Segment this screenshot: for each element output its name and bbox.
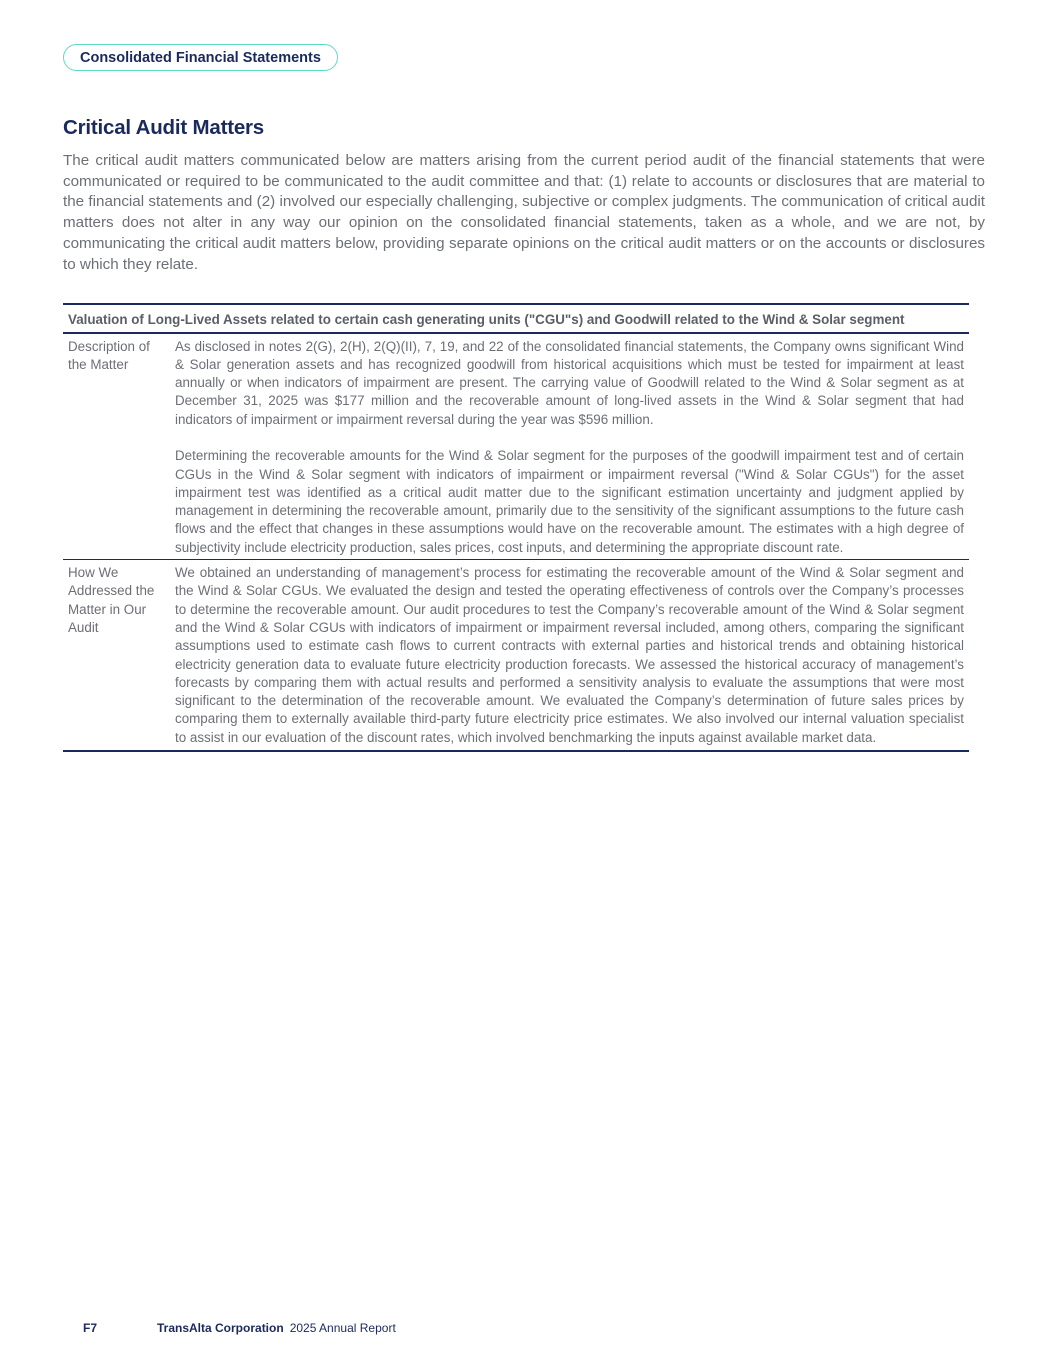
row-label: Description of the Matter <box>63 333 170 560</box>
row-body <box>170 560 969 751</box>
row-body <box>170 333 969 560</box>
section-label-badge: Consolidated Financial Statements <box>63 44 338 71</box>
page-footer <box>83 1321 396 1335</box>
row-paragraph: We obtained an understanding of management’s process for estimating the recoverable amount of the Wind & Solar segment and the Wind & Solar CGUs. We evaluated the design and tested the operating effectiveness of controls over the Company’s processes to determine the recoverable amount. Our audit procedures to test the Company’s recoverable amount of the Wind & Solar segment and the Wind & Solar CGUs with indicators of impairment or impairment reversal included, among others, comparing the significant assumptions used to estimate cash flows to current contracts with external parties and historical trends and obtaining historical electricity generation data to evaluate future electricity production forecasts. We assessed the historical accuracy of management’s forecasts by comparing them with actual results and performed a sensitivity analysis to evaluate the assumptions that were most significant to the determination of the recoverable amount. We evaluated the Company’s determination of future sales prices by comparing them to externally available third-party future electricity price estimates. We also involved our internal valuation specialist to assist in our evaluation of the discount rates, which involved benchmarking the inputs against available market data. <box>175 565 964 745</box>
report-name: 2025 Annual Report <box>289 1321 396 1335</box>
page-number: F7 <box>83 1321 98 1335</box>
critical-audit-matter-table <box>63 303 969 752</box>
table-row-audit-response <box>63 560 969 751</box>
page-title: Critical Audit Matters <box>63 116 265 139</box>
row-label: How We Addressed the Matter in Our Audit <box>63 560 170 751</box>
company-name: TransAlta Corporation <box>157 1321 284 1335</box>
table-row-description <box>63 333 969 560</box>
row-paragraph: Determining the recoverable amounts for the Wind & Solar segment for the purposes of the goodwill impairment test and of certain CGUs in the Wind & Solar segment with indicators of impairment or impairment reversal ("Wind & Solar CGUs") for the asset impairment test was identified as a critical audit matter due to the significant estimation uncertainty and judgment applied by management in determining the recoverable amount, primarily due to the sensitivity of the significant assumptions to the future cash flows and the effect that changes in these assumptions would have on the recoverable amount. The estimates with a high degree of subjectivity include electricity production, sales prices, cost inputs, and determining the appropriate discount rate. <box>175 448 964 555</box>
intro-paragraph: The critical audit matters communicated below are matters arising from the current period audit of the financial statements that were communicated or required to be communicated to the audit committee and that: (1) relate to accounts or disclosures that are material to the financial statements and (2) involved our especially challenging, subjective or complex judgments. The communication of critical audit matters does not alter in any way our opinion on the consolidated financial statements, taken as a whole, and we are not, by communicating the critical audit matters below, providing separate opinions on the critical audit matters or on the accounts or disclosures to which they relate. <box>63 152 985 273</box>
table-header: Valuation of Long-Lived Assets related to certain cash generating units ("CGU"s) and Goodwill related to the Wind & Solar segment <box>63 304 969 333</box>
row-paragraph: As disclosed in notes 2(G), 2(H), 2(Q)(II), 7, 19, and 22 of the consolidated financial statements, the Company owns significant Wind & Solar generation assets and has recognized goodwill from historical acquisitions which must be tested for impairment at least annually or when indicators of impairment are present. The carrying value of Goodwill related to the Wind & Solar segment as at December 31, 2025 was $177 million and the recoverable amount of long-lived assets in the Wind & Solar segment that had indicators of impairment or impairment reversal during the year was $596 million. <box>175 338 964 427</box>
